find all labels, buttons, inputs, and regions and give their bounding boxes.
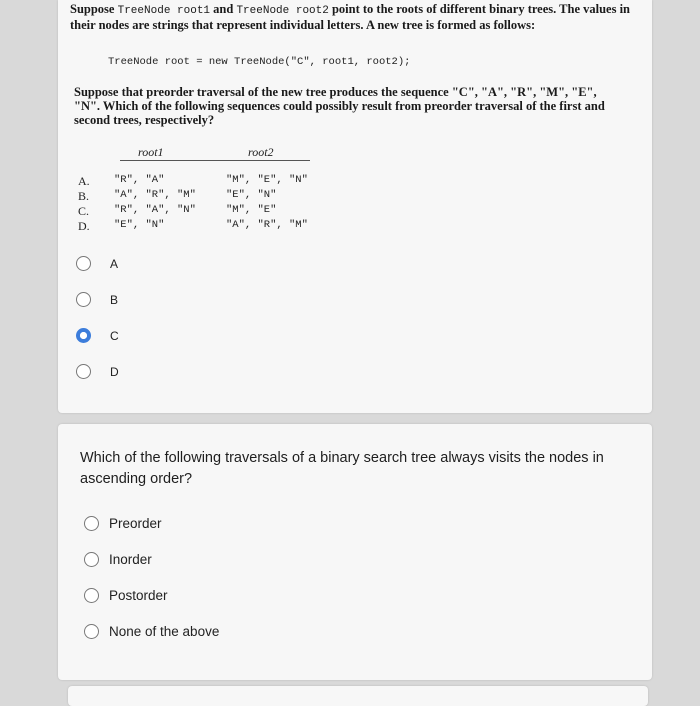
radio-button-selected[interactable] bbox=[76, 328, 91, 343]
row-letter: B. bbox=[78, 189, 90, 203]
row-root1-seq: "R", "A" bbox=[114, 174, 165, 186]
row-letter: A. bbox=[78, 174, 90, 188]
radio-button[interactable] bbox=[76, 364, 91, 379]
question-card-2 bbox=[58, 424, 652, 680]
row-letter: C. bbox=[78, 204, 90, 218]
row-root1-seq: "E", "N" bbox=[114, 219, 165, 231]
option-label: B bbox=[110, 292, 119, 307]
row-root2-seq: "E", "N" bbox=[226, 189, 277, 201]
question-1-text: Suppose that preorder traversal of the new tree produces the sequence "C", "A", "R", "M", "E", "N". Which of the following sequences could possibly result from preorder traversal of the first and second trees, respectively? bbox=[74, 85, 605, 127]
row-root1-seq: "R", "A", "N" bbox=[114, 204, 196, 216]
answer-row-d bbox=[78, 219, 308, 234]
radio-button[interactable] bbox=[76, 256, 91, 271]
answer-row-a bbox=[78, 174, 308, 189]
radio-button[interactable] bbox=[84, 624, 99, 639]
question-1-intro bbox=[70, 2, 640, 32]
q1-option-a[interactable] bbox=[76, 256, 118, 271]
row-letter: D. bbox=[78, 219, 90, 233]
row-root2-seq: "M", "E" bbox=[226, 204, 277, 216]
q1-option-d[interactable] bbox=[76, 364, 119, 379]
radio-button[interactable] bbox=[84, 516, 99, 531]
column-header-root2: root2 bbox=[248, 145, 274, 159]
q1-option-c[interactable] bbox=[76, 328, 119, 343]
intro-code-root2: TreeNode root2 bbox=[236, 5, 329, 17]
row-root1-seq: "A", "R", "M" bbox=[114, 189, 196, 201]
question-card-3-partial bbox=[68, 686, 648, 706]
intro-text-a: Suppose bbox=[70, 2, 118, 16]
q2-option-postorder[interactable] bbox=[84, 588, 168, 603]
answer-row-b bbox=[78, 189, 277, 204]
code-line: TreeNode root = new TreeNode("C", root1, root2); bbox=[108, 56, 411, 68]
answer-row-c bbox=[78, 204, 277, 219]
intro-text-c: point to the roots of different binary trees. The values in their nodes are strings that represent individual letters. A new tree is formed as follows: bbox=[70, 2, 631, 32]
intro-text-b: and bbox=[210, 2, 237, 16]
q1-option-b[interactable] bbox=[76, 292, 118, 307]
option-label: C bbox=[110, 328, 119, 343]
radio-button[interactable] bbox=[76, 292, 91, 307]
option-label: A bbox=[110, 256, 119, 271]
option-label: None of the above bbox=[109, 624, 220, 639]
question-card-1 bbox=[58, 0, 652, 413]
row-root2-seq: "A", "R", "M" bbox=[226, 219, 308, 231]
header-underline bbox=[120, 160, 310, 161]
option-label: D bbox=[110, 364, 119, 379]
question-2-text: Which of the following traversals of a binary search tree always visits the nodes in ascending order? bbox=[80, 450, 604, 487]
option-label: Inorder bbox=[109, 552, 152, 567]
option-label: Postorder bbox=[109, 588, 168, 603]
radio-button[interactable] bbox=[84, 552, 99, 567]
q2-option-none[interactable] bbox=[84, 624, 219, 639]
q2-option-preorder[interactable] bbox=[84, 516, 162, 531]
row-root2-seq: "M", "E", "N" bbox=[226, 174, 308, 186]
column-header-root1: root1 bbox=[138, 145, 164, 159]
q2-option-inorder[interactable] bbox=[84, 552, 152, 567]
radio-button[interactable] bbox=[84, 588, 99, 603]
option-label: Preorder bbox=[109, 516, 162, 531]
intro-code-root1: TreeNode root1 bbox=[117, 5, 211, 17]
